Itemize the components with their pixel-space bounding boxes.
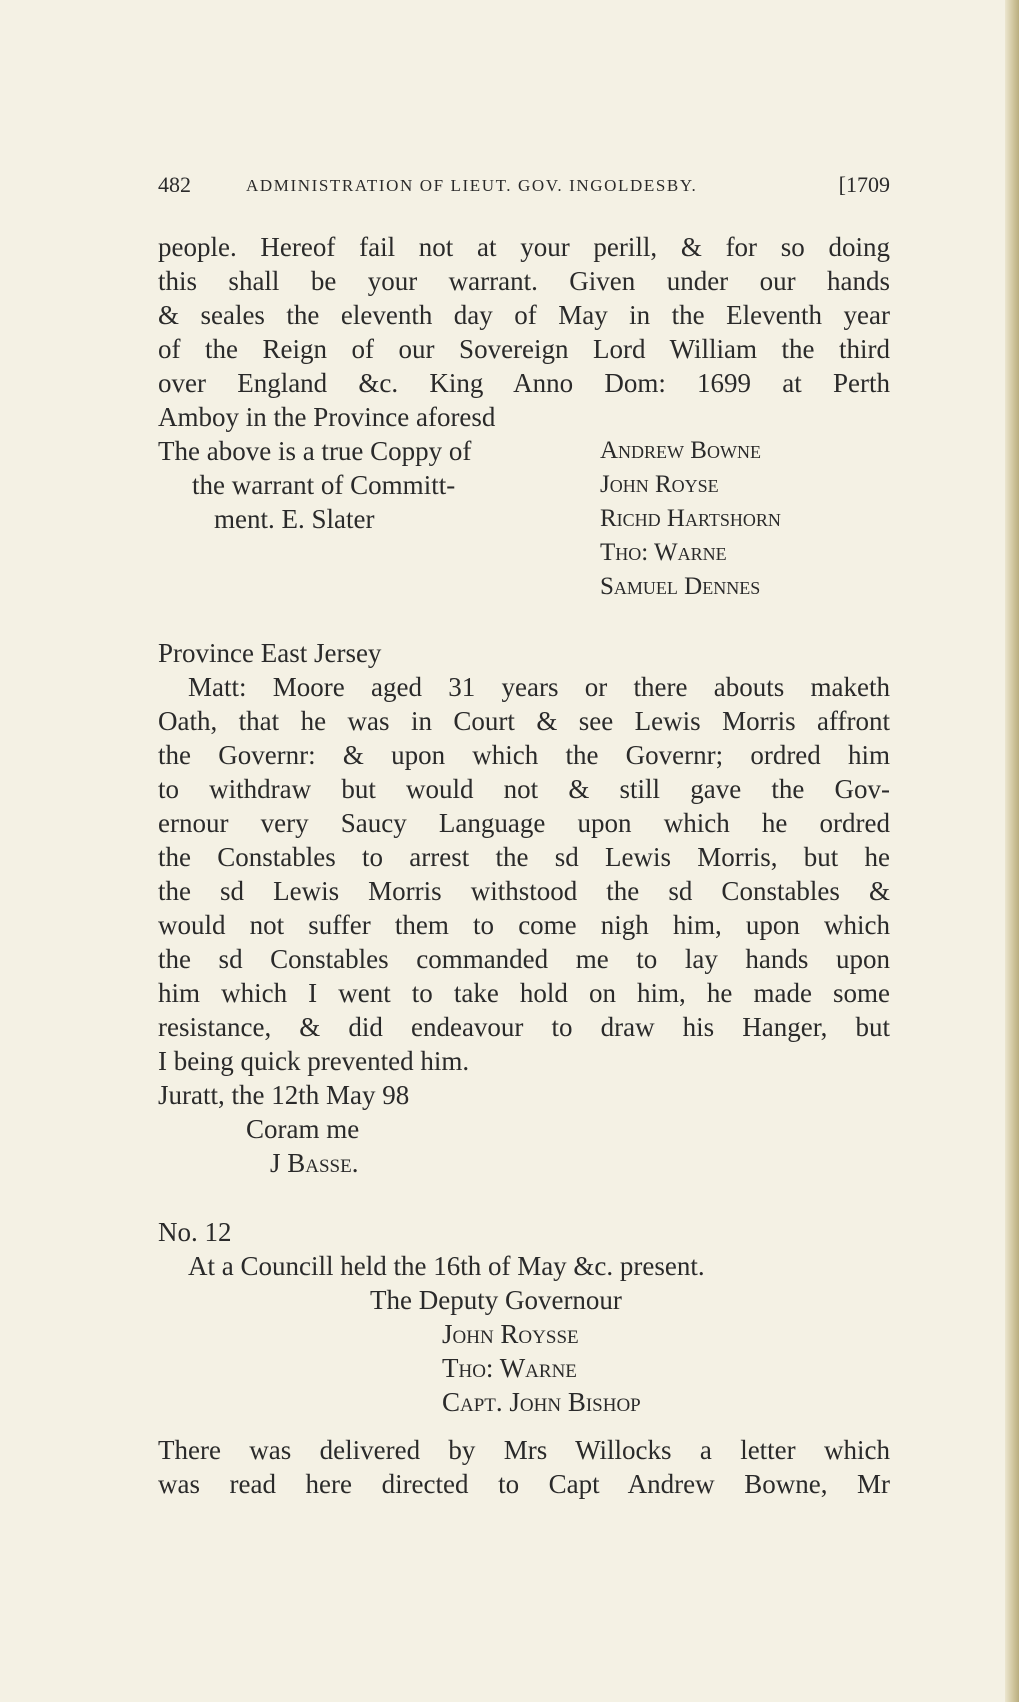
coram-line: Coram me	[246, 1114, 360, 1144]
present-member: The Deputy Governour	[370, 1285, 622, 1315]
attestation-line: the warrant of Committ-	[192, 470, 456, 500]
text-line: was read here directed to Capt Andrew Bowne, Mr	[158, 1469, 890, 1499]
page-edge	[1005, 0, 1019, 1702]
header-year: [1709	[838, 172, 890, 197]
text-line: over England &c. King Anno Dom: 1699 at Perth	[158, 368, 890, 398]
signatory-name: John Royse	[600, 471, 719, 498]
present-member: Capt. John Bishop	[442, 1387, 641, 1417]
text-line: to withdraw but would not & still gave the Gov-	[158, 774, 890, 804]
text-line: people. Hereof fail not at your perill, & for so doing	[158, 232, 890, 262]
section-heading: Province East Jersey	[158, 638, 382, 668]
signatory-name: Richd Hartshorn	[600, 505, 781, 532]
text-line: this shall be your warrant. Given under our hands	[158, 266, 890, 296]
attestation-line: The above is a true Coppy of	[158, 436, 472, 466]
text-line: Oath, that he was in Court & see Lewis Morris affront	[158, 706, 890, 736]
running-title: ADMINISTRATION OF LIEUT. GOV. INGOLDESBY.	[246, 176, 698, 195]
text-line: the sd Constables commanded me to lay hands upon	[158, 944, 890, 974]
signatory-name: Samuel Dennes	[600, 573, 761, 600]
signatory-name: Andrew Bowne	[600, 437, 761, 464]
text-line: ernour very Saucy Language upon which he ordred	[158, 808, 890, 838]
text-line: There was delivered by Mrs Willocks a letter which	[158, 1435, 890, 1465]
page-number: 482	[158, 172, 191, 197]
present-member: John Roysse	[442, 1319, 579, 1349]
jurat-line: Juratt, the 12th May 98	[158, 1080, 410, 1110]
signatory-name: Tho: Warne	[600, 539, 727, 566]
text-line: I being quick prevented him.	[158, 1046, 470, 1076]
text-line: would not suffer them to come nigh him, upon which	[158, 910, 890, 940]
text-line: the sd Lewis Morris withstood the sd Constables &	[158, 876, 890, 906]
text-line: the Governr: & upon which the Governr; ordred him	[158, 740, 890, 770]
present-member: Tho: Warne	[442, 1353, 577, 1383]
text-line: Amboy in the Province aforesd	[158, 402, 496, 432]
text-line: of the Reign of our Sovereign Lord William the third	[158, 334, 890, 364]
running-header	[158, 172, 890, 204]
document-number: No. 12	[158, 1217, 232, 1247]
council-line: At a Councill held the 16th of May &c. present.	[188, 1251, 705, 1281]
text-line: Matt: Moore aged 31 years or there abouts maketh	[188, 672, 890, 702]
text-line: & seales the eleventh day of May in the Eleventh year	[158, 300, 890, 330]
text-line: him which I went to take hold on him, he made some	[158, 978, 890, 1008]
signer-name: J Basse.	[270, 1148, 359, 1178]
attestation-line: ment. E. Slater	[214, 504, 375, 534]
text-line: the Constables to arrest the sd Lewis Morris, but he	[158, 842, 890, 872]
text-line: resistance, & did endeavour to draw his Hanger, but	[158, 1012, 890, 1042]
